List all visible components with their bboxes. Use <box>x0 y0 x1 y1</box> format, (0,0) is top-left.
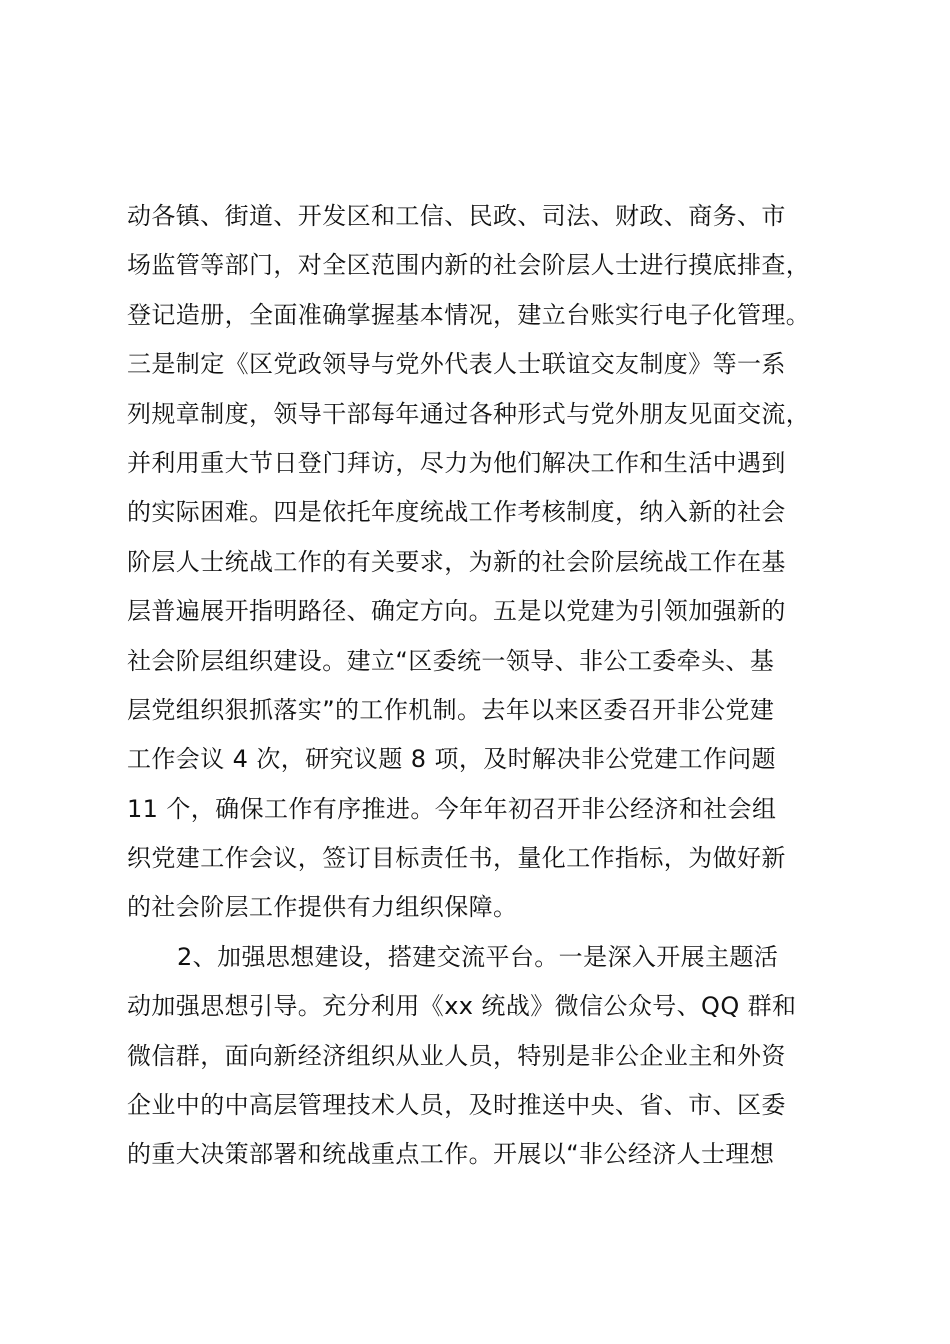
text-line: 社会阶层组织建设。建立“区委统一领导、非公工委牵头、基 <box>127 646 775 675</box>
text-line: 动各镇、街道、开发区和工信、民政、司法、财政、商务、市 <box>127 202 786 230</box>
text-line: 11 个，确保工作有序推进。今年年初召开非公经济和社会组 <box>127 794 777 823</box>
text-line: 工作会议 4 次，研究议题 8 项，及时解决非公党建工作问题 <box>127 745 777 774</box>
text-line: 列规章制度，领导干部每年通过各种形式与党外朋友见面交流， <box>127 399 811 428</box>
text-line: 场监管等部门，对全区范围内新的社会阶层人士进行摸底排查， <box>127 251 811 280</box>
text-line: 三是制定《区党政领导与党外代表人士联谊交友制度》等一系 <box>127 350 786 379</box>
text-line: 层普遍展开指明路径、确定方向。五是以党建为引领加强新的 <box>127 597 786 626</box>
text-line: 的重大决策部署和统战重点工作。开展以“非公经济人士理想 <box>127 1140 775 1169</box>
text-line: 织党建工作会议，签订目标责任书，量化工作指标，为做好新 <box>127 844 786 873</box>
text-line: 的社会阶层工作提供有力组织保障。 <box>127 893 518 922</box>
text-line: 登记造册，全面准确掌握基本情况，建立台账实行电子化管理。 <box>127 300 811 329</box>
text-line: 动加强思想引导。充分利用《xx 统战》微信公众号、QQ 群和 <box>127 992 797 1021</box>
text-line: 企业中的中高层管理技术人员，及时推送中央、省、市、区委 <box>127 1091 786 1120</box>
text-line: 阶层人士统战工作的有关要求，为新的社会阶层统战工作在基 <box>127 547 786 576</box>
paragraph-start-line: 2、加强思想建设，搭建交流平台。一是深入开展主题活 <box>177 942 779 971</box>
body-text <box>127 192 857 1180</box>
text-line: 并利用重大节日登门拜访，尽力为他们解决工作和生活中遇到 <box>127 448 786 477</box>
text-line: 的实际困难。四是依托年度统战工作考核制度，纳入新的社会 <box>127 498 786 527</box>
text-line: 层党组织狠抓落实”的工作机制。去年以来区委召开非公党建 <box>127 695 775 724</box>
text-line: 微信群，面向新经济组织从业人员，特别是非公企业主和外资 <box>127 1041 786 1070</box>
